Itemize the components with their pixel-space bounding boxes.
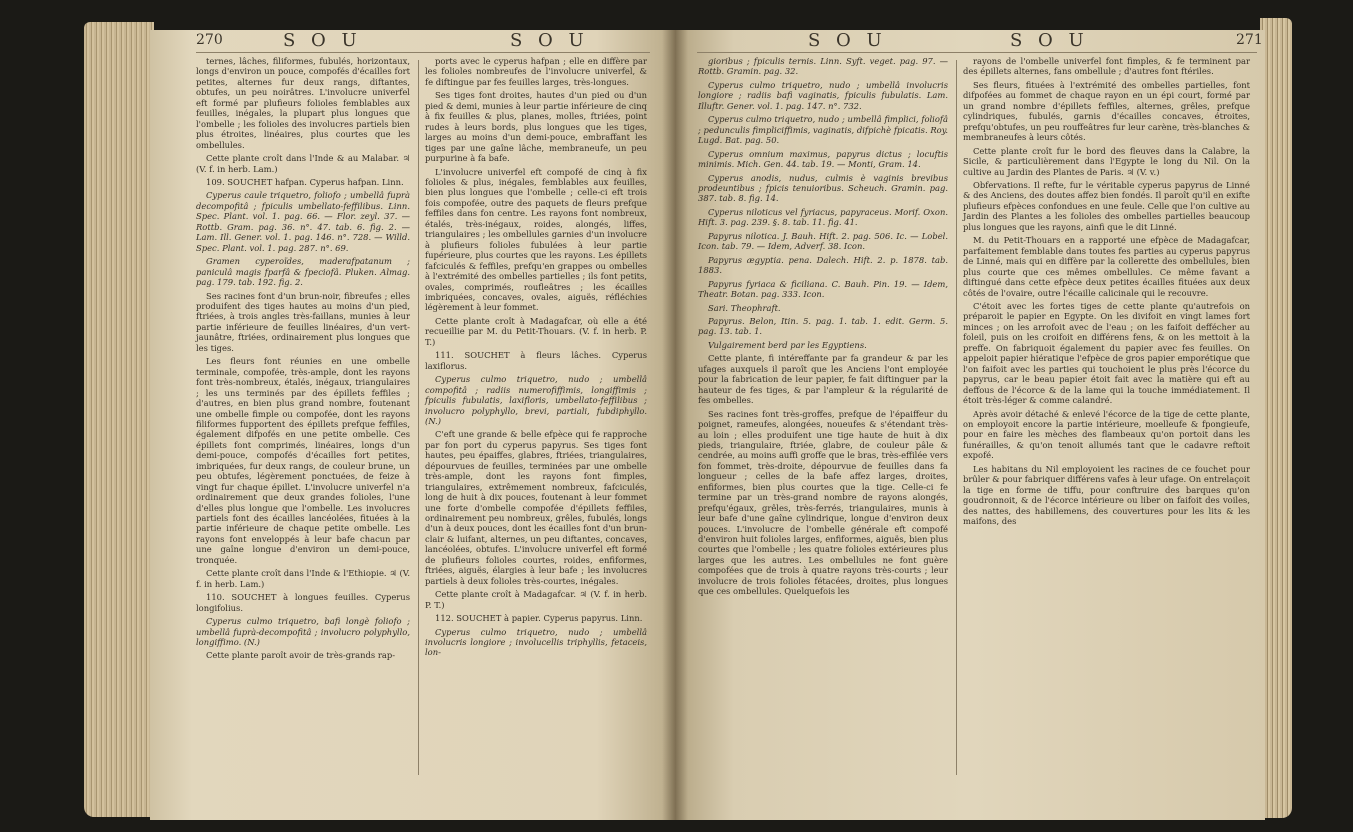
text-paragraph: Les habitans du Nil employoient les racines de ce fouchet pour brûler & pour fabriquer différens vafes à leur ufage. On entrelaçoit la tige en forme de tiffu, pour conftruire des barques qu'on goudronnoit, & de l'écorce intérieure ou liber on faifoit des voiles, des nattes, des habillemens, des couvertures pour les lits & les maifons, des [963,463,1250,527]
left-page-number: 270 [196,32,223,48]
right-header-rule [697,52,1257,53]
text-paragraph: Ses tiges font droites, hautes d'un pied ou d'un pied & demi, munies à leur partie inférieure de cinq à fix feuilles & plus, planes, molles, ftriées, point rudes à leurs bords, plus longues que les tiges, larges au moins d'un demi-pouce, embraffant les tiges par une gaîne lâche, membraneufe, un peu purpurine à fa bafe. [425,90,647,164]
right-page-column-1 [698,56,948,600]
right-page-number: 271 [1236,32,1263,48]
right-page-heading-left: S O U [808,30,887,51]
entry-heading: 109. SOUCHET hafpan. Cyperus hafpan. Linn. [206,176,404,187]
left-column-rule [418,60,419,775]
citation: Sari. Theophraft. [708,302,781,313]
citation: Cyperus culmo triquetro, bafi longè foliofo ; umbellâ fuprà-decompofitâ ; involucro polyphyllo, longiffimo. (N.) [196,616,410,648]
text-paragraph: Cette plante croît à Madagafcar. ♃ (V. f. in herb. P. T.) [425,589,647,610]
citation: Papyrus nilotica. J. Bauh. Hift. 2. pag. 506. Ic. — Lobel. Icon. tab. 79. — Idem, Adverf. 38. Icon. [698,230,948,252]
citation: Cyperus culmo triquetro, nudo ; umbellâ compofitâ ; radiis numerofiffimis, longiffimis ; fpiculis fubulatis, laxifloris, umbellato-feffilibus ; involucro polyphyllo, brevi, partiali, fubdiphyllo. (N.) [425,374,647,426]
text-paragraph: M. du Petit-Thouars en a rapporté une efpèce de Madagafcar, parfaitement femblable dans toutes fes parties au cyperus papyrus de Linné, mais qui en diffère par la collerette des ombellules, bien plus courte que ces mêmes ombellules. Ce même favant a diftingué dans cette efpèce deux petites écailles fituées aux deux côtés de l'ovaire, outre l'écaille calicinale qui le recouvre. [963,235,1250,298]
entry-heading: 111. SOUCHET à fleurs lâches. Cyperus laxiflorus. [425,350,647,371]
citation: Cyperus anodis, nudus, culmis è vaginis brevibus prodeuntibus ; fpicis tenuioribus. Scheuch. Gramin. pag. 387. tab. 8. fig. 14. [698,172,948,204]
entry-heading: 112. SOUCHET à papier. Cyperus papyrus. Linn. [435,613,643,624]
text-paragraph: Les fleurs font réunies en une ombelle terminale, compofée, très-ample, dont les rayons font très-nombreux, étalés, inégaux, triangulaires ; les uns terminés par des épillets feffiles ; d'autres, en bien plus grand nombre, foutenant une ombelle fimple ou compofée, dont les rayons filiformes fupportent des épillets prefque feffiles, également difpofés en une petite ombelle. Ces épillets font comprimés, linéaires, longs d'un demi-pouce, compofés d'écailles fort petites, imbriquées, fur deux rangs, de couleur brune, un peu obtufes, légèrement ponctuées, de feize à vingt fur chaque épillet. L'involucre univerfel n'a ordinairement que deux grandes folioles, l'une d'elles plus longue que l'ombelle. Les involucres partiels font des écailles lancéolées, fituées à la partie inférieure de chaque petite ombelle. Les rayons font enveloppés à leur bafe chacun par une gaîne longue d'environ un demi-pouce, tronquée. [196,356,410,565]
text-paragraph: C'étoit avec les fortes tiges de cette plante qu'autrefois on préparoit le papier en Egypte. On les divifoit en vingt lames fort minces ; on les arrofoit avec de l'eau ; on les faifoit deffécher au foleil, puis on les croifoit en différens fens, & on les mettoit à la preffe. On fabriquoit également du papier avec fes feuilles. On appeloit papier hiératique l'efpèce de gros papier emporétique que l'on faifoit avec les parties qui touchoient le plus près l'écorce du papyrus, car le beau papier étoit fait avec la matière qui eft au deffous de l'écorce & de la lame qui la touche immédiatement. Il étoit très-léger & comme calandré. [963,300,1250,406]
citation: Papyrus fyriaca & ficiliana. C. Bauh. Pin. 19. — Idem, Theatr. Botan. pag. 333. Icon. [698,278,948,300]
text-paragraph: L'involucre univerfel eft compofé de cinq à fix folioles & plus, inégales, femblables aux feuilles, bien plus longues que l'ombelle ; celle-ci eft trois fois compofée, outre des paquets de fleurs prefque feffiles dans fon centre. Les rayons font nombreux, étalés, très-inégaux, roides, alongés, liffes, triangulaires ; les ombellules garnies d'un involucre à plufieurs folioles fubulées à leur partie fupérieure, plus courtes que les rayons. Les épillets fafciculés & feffiles, prefqu'en grappes ou ombelles à l'extrémité des ombelles partielles ; ils font petits, ovales, comprimés, roufleâtres ; les écailles imbriquées, concaves, ovales, aiguës, réfléchies légèrement à leur fommet. [425,166,647,313]
citation: Cyperus niloticus vel fyriacus, papyraceus. Morif. Oxon. Hift. 3. pag. 239. §. 8. tab. 11. fig. 41. [698,206,948,228]
text-paragraph: ternes, lâches, filiformes, fubulés, horizontaux, longs d'environ un pouce, compofés d'écailles fort petites, alternes fur deux rangs, diftantes, obtufes, un peu noirâtres. L'involucre univerfel eft formé par plufieurs folioles femblables aux feuilles, inégales, la plupart plus longues que l'ombelle ; les folioles des involucres partiels bien plus étroites, linéaires, plus courtes que les ombellules. [196,56,410,150]
citation: Cyperus culmo triquetro, nudo ; umbellâ involucris longiore ; involucellis triphyllis, fetaceis, lon- [425,626,647,658]
citation: Cyperus caule triquetro, foliofo ; umbellâ fuprà decompofitâ ; fpiculis umbellato-feffilibus. Linn. Spec. Plant. vol. 1. pag. 66. — Flor. zeyl. 37. — Rottb. Gram. pag. 36. n°. 47. tab. 6. fig. 2. — Lam. Ill. Gener. vol. 1. pag. 146. n°. 728. — Willd. Spec. Plant. vol. 1. pag. 287. n°. 69. [196,190,410,253]
text-paragraph: Ses racines font très-groffes, prefque de l'épaiffeur du poignet, rameufes, alongées, noueufes & s'étendant très-au loin ; elles produifent une tige haute de huit à dix pieds, triangulaire, ftriée, glabre, de couleur pâle & cendrée, au moins auffi groffe que le bras, très-effilée vers fon fommet, très-droite, dépourvue de feuilles dans fa longueur ; celles de la bafe affez larges, droites, enfiformes, bien plus courtes que la tige. Celle-ci fe termine par un très-grand nombre de rayons alongés, prefqu'égaux, grêles, très-ferrés, triangulaires, munis à leur bafe d'une gaîne cylindrique, longue d'environ deux pouces. L'involucre de l'ombelle générale eft compofé d'environ huit folioles larges, enfiformes, aiguës, bien plus courtes que l'ombelle ; les quatre folioles extérieures plus larges que les autres. Les ombellules ne font guère compofées que de trois à quatre rayons très-courts ; leur involucre de trois folioles fétacées, droites, plus longues que ces ombellules. Quelquefois les [698,408,948,597]
text-paragraph: C'eft une grande & belle efpèce qui fe rapproche par fon port du cyperus papyrus. Ses tiges font hautes, peu épaiffes, glabres, ftriées, triangulaires, dépourvues de feuilles, terminées par une ombelle très-ample, dont les rayons font fimples, triangulaires, extrêmement nombreux, fafciculés, long de huit à dix pouces, foutenant à leur fommet une forte d'ombelle compofée d'épillets feffiles, ordinairement peu nombreux, grêles, fubulés, longs d'un à deux pouces, dont les écailles font d'un brun-clair & luifant, alternes, un peu diftantes, concaves, lancéolées, obtufes. L'involucre univerfel eft formé de plufieurs folioles courtes, roides, enfiformes, ftriées, aiguës, élargies à leur bafe ; les involucres partiels à deux folioles très-courtes, inégales. [425,429,647,586]
right-page-heading-right: S O U [1010,30,1089,51]
citation: Cyperus culmo triquetro, nudo ; umbellâ fimplici, foliofâ ; pedunculis fimpliciffimis, vaginatis, difpichè fpicatis. Roy. Lugd. Bat. pag. 50. [698,114,948,146]
citation: Papyrus. Belon, Itin. 5. pag. 1. tab. 1. edit. Germ. 5. pag. 13. tab. 1. [698,315,948,337]
text-paragraph: Cette plante paroît avoir de très-grands rap- [206,650,396,661]
text-paragraph: Obfervations. Il refte, fur le véritable cyperus papyrus de Linné & des Anciens, des doutes affez bien fondés. Il paroît qu'il en exifte plufieurs efpèces confondues en une feule. Celle que l'on cultive au Jardin des Plantes a les folioles des ombelles partielles beaucoup plus longues que les rayons, ainfi que le dit Linné. [963,179,1250,232]
text-paragraph: Cette plante croît à Madagafcar, où elle a été recueillie par M. du Petit-Thouars. (V. f. in herb. P. T.) [425,315,647,347]
text-paragraph: Après avoir détaché & enlevé l'écorce de la tige de cette plante, on employoit encore la partie intérieure, moelleufe & fpongieufe, pour en faire les mèches des flambeaux qu'on portoit dans les funérailles, & qu'on tenoit allumés tant que le cadavre reftoit expofé. [963,408,1250,461]
citation: Gramen cyperoïdes, maderafpatanum ; paniculâ magis fparfâ & fpeciofâ. Pluken. Almag. pag. 179. tab. 192. fig. 2. [196,256,410,288]
left-page-heading-right: S O U [510,30,589,51]
text-paragraph: Ses racines font d'un brun-noir, fibreufes ; elles produifent des tiges hautes au moins d'un pied, ftriées, à trois angles très-faillans, munies à leur partie inférieure de feuilles linéaires, d'un vert-jaunâtre, ftriées, ordinairement plus longues que les tiges. [196,290,410,353]
left-page-column-2 [425,56,647,661]
left-header-rule [196,52,650,53]
entry-heading: 110. SOUCHET à longues feuilles. Cyperus longifolius. [196,592,410,613]
left-page-column-1 [196,56,410,664]
text-paragraph: Cette plante croît dans l'Inde & l'Ethiopie. ♃ (V. f. in herb. Lam.) [196,568,410,589]
text-paragraph: Cette plante croît fur le bord des fleuves dans la Calabre, la Sicile, & particulièrement dans l'Egypte le long du Nil. On la cultive au Jardin des Plantes de Paris. ♃ (V. v.) [963,145,1250,177]
citation: gioribus ; fpiculis ternis. Linn. Syft. veget. pag. 97. — Rottb. Gramin. pag. 32. [698,56,948,77]
text-paragraph: Cette plante croît dans l'Inde & au Malabar. ♃ (V. f. in herb. Lam.) [196,153,410,174]
right-page-column-2 [963,56,1250,529]
right-column-rule [956,60,957,775]
citation: Cyperus omnium maximus, papyrus dictus ; locuftis minimis. Mich. Gen. 44. tab. 19. — Monti, Gram. 14. [698,148,948,170]
book-gutter [662,30,688,820]
left-page-heading-left: S O U [283,30,362,51]
left-page-edges [84,22,154,817]
text-paragraph: Ses fleurs, fituées à l'extrémité des ombelles partielles, font difpofées au fommet de chaque rayon en un épi court, formé par un grand nombre d'épillets feffiles, alternes, grêles, prefque cylindriques, fubulés, garnis d'écailles concaves, étroites, prefqu'obtufes, un peu rouffeâtres fur leur carène, très-blanches & membraneufes à leurs côtés. [963,79,1250,143]
citation: Papyrus ægyptia. pena. Dalech. Hift. 2. p. 1878. tab. 1883. [698,254,948,276]
text-paragraph: Cette plante, fi intéreffante par fa grandeur & par les ufages auxquels il paroît que les Anciens l'ont employée pour la fabrication de leur papier, fe fait diftinguer par la hauteur de fes tiges, & par l'ampleur & la régularité de fes ombelles. [698,353,948,406]
citation: Vulgairement berd par les Egyptiens. [708,339,867,350]
text-paragraph: ports avec le cyperus hafpan ; elle en diffère par les folioles nombreufes de l'involucre univerfel, & fe diftingue par fes feuilles larges, très-longues. [425,56,647,87]
text-paragraph: rayons de l'ombelle univerfel font fimples, & fe terminent par des épillets alternes, fans ombellule ; d'autres font ftériles. [963,56,1250,77]
citation: Cyperus culmo triquetro, nudo ; umbellâ involucris longiore ; radiis bafi vaginatis, fpiculis fubulatis. Lam. Illuftr. Gener. vol. 1. pag. 147. n°. 732. [698,79,948,111]
